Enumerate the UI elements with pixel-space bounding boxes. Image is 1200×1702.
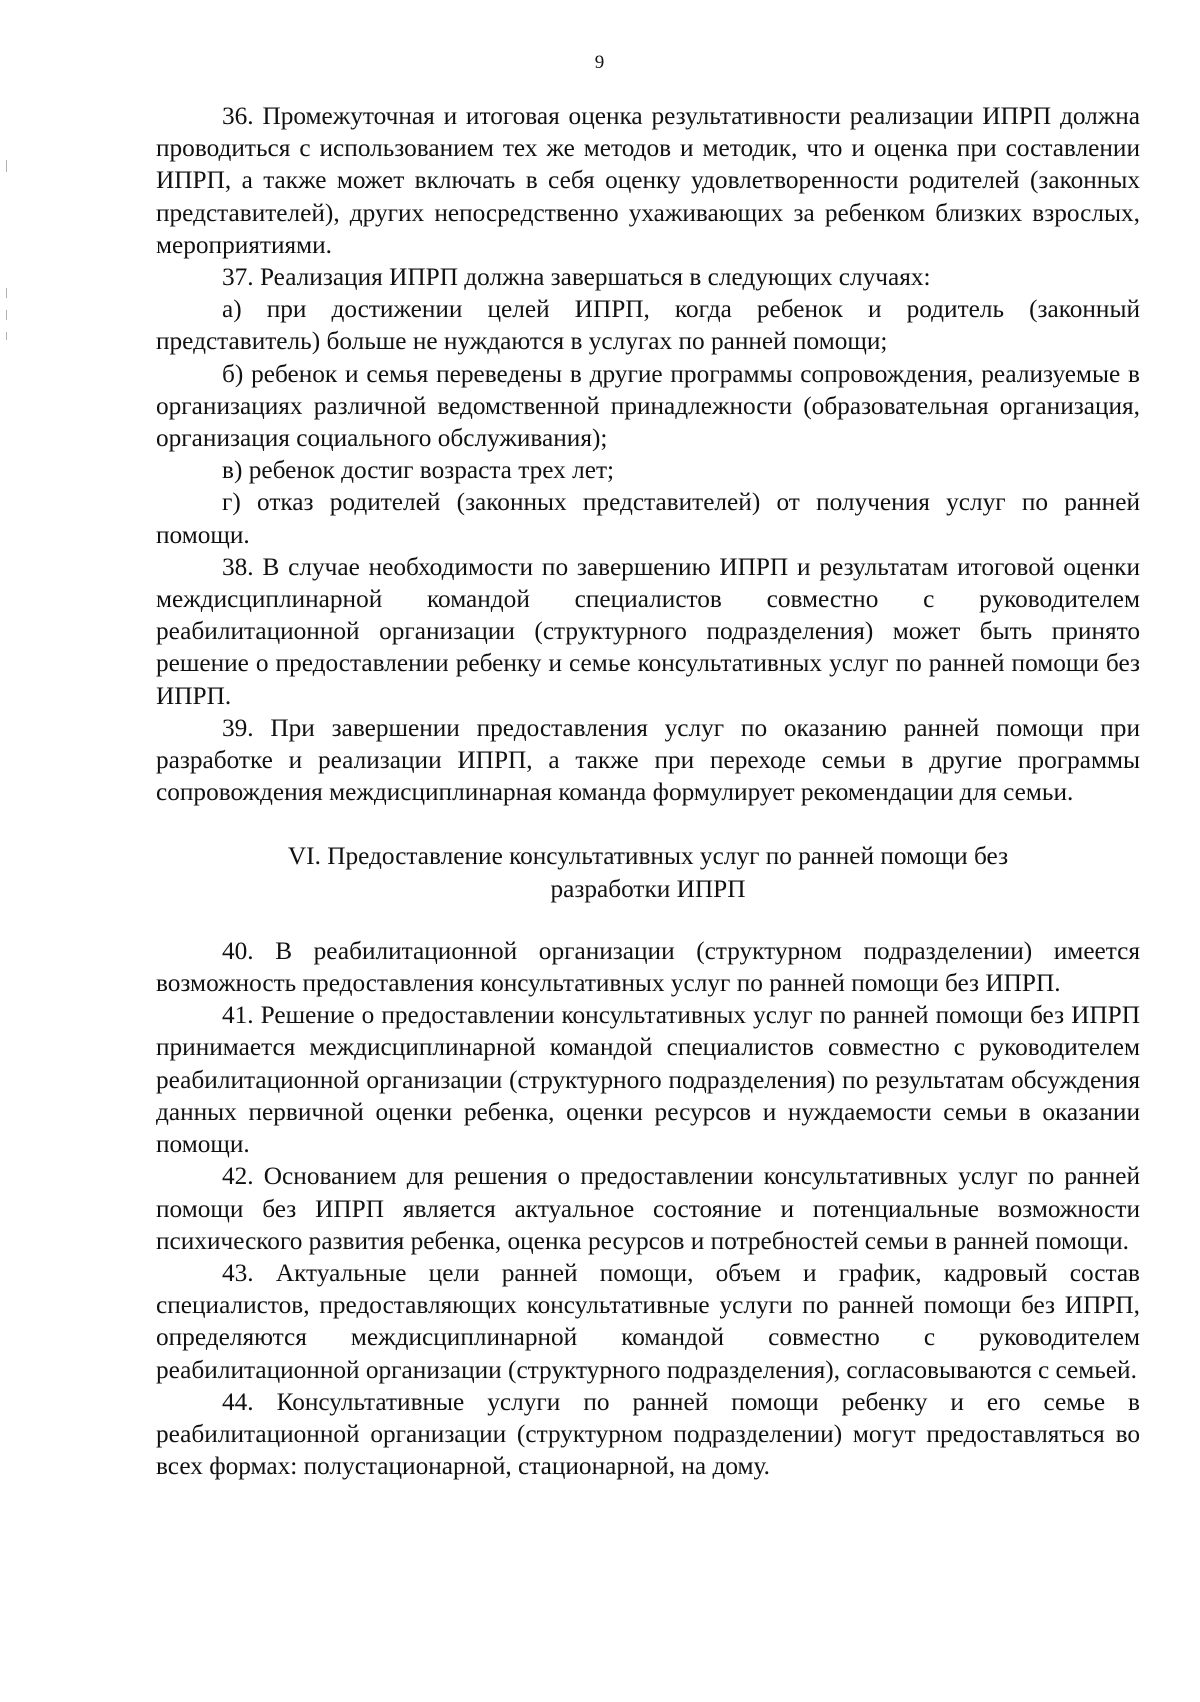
paragraph-44: 44. Консультативные услуги по ранней помощи ребенку и его семье в реабилитационной организации (структурном подразделении) могут предоставляться во всех формах: полустационарной, стационарной, на дому. [156,1387,1140,1481]
paragraph-37-g: г) отказ родителей (законных представителей) от получения услуг по ранней помощи. [156,488,1140,549]
paragraph-39: 39. При завершении предоставления услуг по оказанию ранней помощи при разработке и реализации ИПРП, а также при переходе семьи в другие программы сопровождения междисциплинарная команда формулирует рекомендации для семьи. [156,713,1140,807]
paragraph-43: 43. Актуальные цели ранней помощи, объем и график, кадровый состав специалистов, предоставляющих консультативные услуги по ранней помощи без ИПРП, определяются междисциплинарной командой совместно с руководителем реабилитационной организации (структурного подразделения), согласовываются с семьей. [156,1258,1140,1384]
paragraph-42: 42. Основанием для решения о предоставлении консультативных услуг по ранней помощи без ИПРП является актуальное состояние и потенциальные возможности психического развития ребенка, оценка ресурсов и потребностей семьи в ранней помощи. [156,1162,1140,1255]
paragraph-37-v: в) ребенок достиг возраста трех лет; [222,456,615,485]
paragraph-37: 37. Реализация ИПРП должна завершаться в следующих случаях: [222,263,931,292]
section-heading-line-2: разработки ИПРП [550,874,746,903]
section-heading [156,840,1140,904]
paragraph-41: 41. Решение о предоставлении консультативных услуг по ранней помощи без ИПРП принимается междисциплинарной командой специалистов совместно с руководителем реабилитационной организации (структурного подразделения) по результатам обсуждения данных первичной оценки ребенка, оценки ресурсов и нуждаемости семьи в оказании помощи. [156,1001,1140,1159]
paragraph-37-a: а) при достижении целей ИПРП, когда ребенок и родитель (законный представитель) больше не нуждаются в услугах по ранней помощи; [156,295,1140,356]
paragraph-38: 38. В случае необходимости по завершению ИПРП и результатам итоговой оценки междисциплинарной командой специалистов совместно с руководителем реабилитационной организации (структурного подразделения) может быть принято решение о предоставлении ребенку и семье консультативных услуг по ранней помощи без ИПРП. [156,552,1140,710]
paragraph-37-b: б) ребенок и семья переведены в другие программы сопровождения, реализуемые в организациях различной ведомственной принадлежности (образовательная организация, организация социального обслуживания); [156,359,1140,453]
document-body [156,100,1140,1482]
section-heading-line-1: VI. Предоставление консультативных услуг по ранней помощи без [287,842,1009,871]
paragraph-40: 40. В реабилитационной организации (структурном подразделении) имеется возможность предоставления консультативных услуг по ранней помощи без ИПРП. [156,936,1140,998]
page-number: 9 [594,52,606,73]
paragraph-36: 36. Промежуточная и итоговая оценка результативности реализации ИПРП должна проводиться с использованием тех же методов и методик, что и оценка при составлении ИПРП, а также может включать в себя оценку удовлетворенности родителей (законных представителей), других непосредственно ухаживающих за ребенком близких взрослых, мероприятиями. [156,102,1140,259]
scan-margin-marks [6,160,8,360]
